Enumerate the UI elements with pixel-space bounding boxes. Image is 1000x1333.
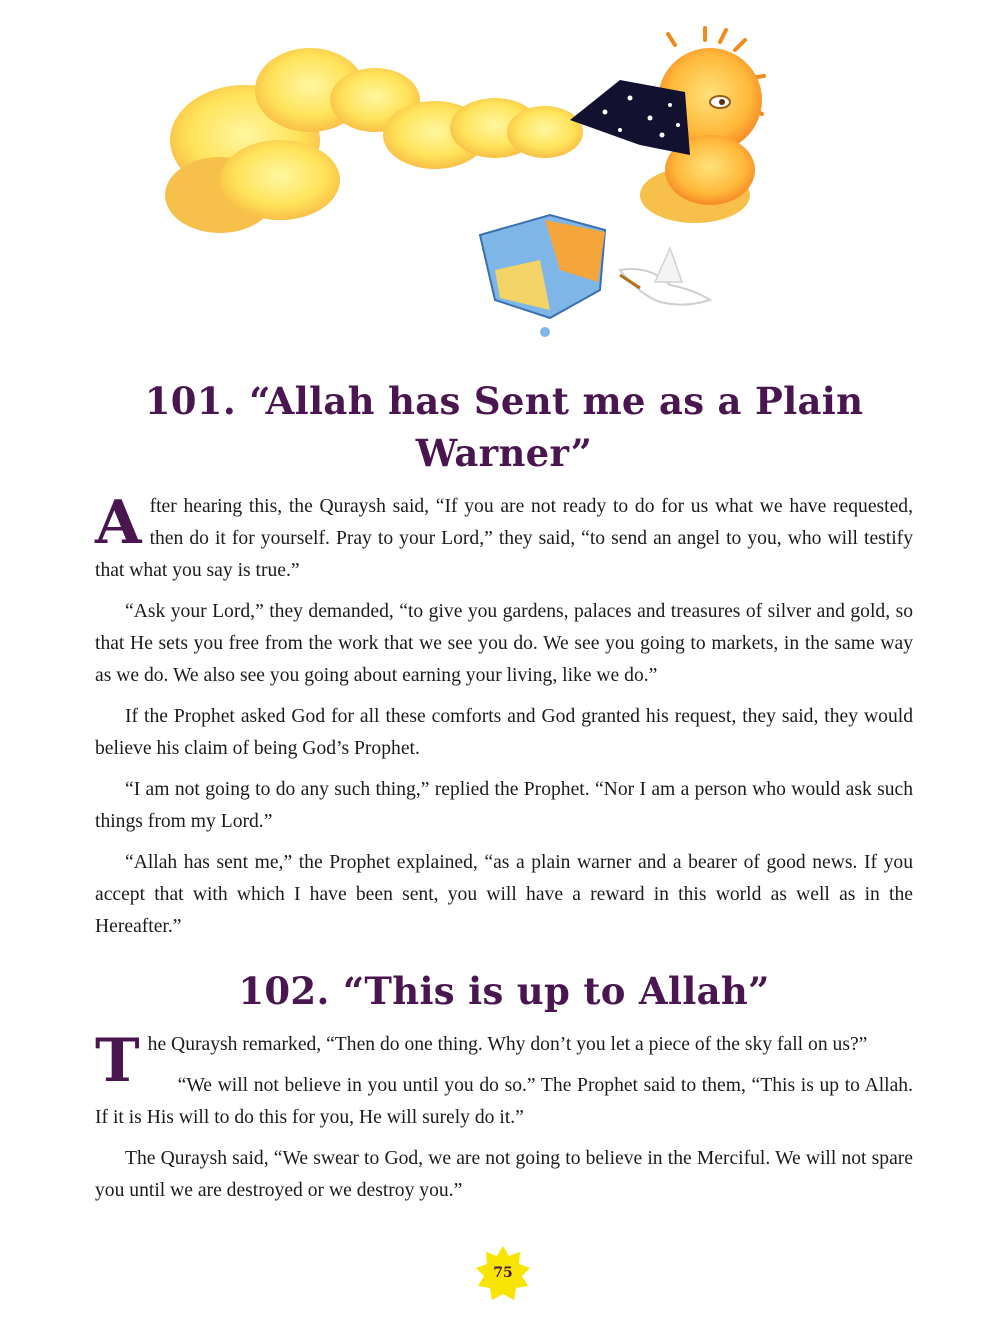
story-paragraph [95,1026,913,1096]
paragraph-text: fter hearing this, the Quraysh said, “If you are not ready to do for us what we have requested, then do it for yourself. Pray to your Lord,” they said, “to send an angel to you, who will testify that what you say is true.” [95,496,913,581]
header-illustration [150,20,770,350]
story-paragraph: The Quraysh said, “We swear to God, we are not going to believe in the Merciful. We will not spare you until we are destroyed or we destroy you.” [95,1148,913,1201]
page-number: 75 [493,1265,513,1281]
earth-fragment-icon [480,215,605,337]
illustration-svg [150,20,770,350]
cloud-trail-icon [383,98,583,169]
bird-icon [620,248,710,305]
night-sky-cloth-icon [570,80,690,155]
story-title-102: 102. “This is up to Allah” [238,969,770,1013]
drop-cap: T [95,1026,140,1096]
paragraph-text: he Quraysh remarked, “Then do one thing. Why don’t you let a piece of the sky fall on us?” [147,1034,868,1055]
story-paragraph [95,488,913,587]
story-section-102 [95,965,913,1216]
story-paragraph: If the Prophet asked God for all these comforts and God granted his request, they said, they would believe his claim of being God’s Prophet. [95,706,913,759]
story-title-101: 101. “Allah has Sent me as a Plain Warner” [144,379,864,475]
story-section-101 [95,375,913,952]
story-paragraph: “I am not going to do any such thing,” replied the Prophet. “Nor I am a person who would ask such things from my Lord.” [95,779,913,832]
page-number-badge [474,1244,532,1302]
story-paragraph: “Ask your Lord,” they demanded, “to give you gardens, palaces and treasures of silver and gold, so that He sets you free from the work that we see you do. We see you going to markets, in the same way as we do. We also see you going about earning your living, like we do.” [95,601,913,686]
story-paragraph: “We will not believe in you until you do so.” The Prophet said to them, “This is up to Allah. If it is His will to do this for you, He will surely do it.” [95,1075,913,1128]
drop-cap: A [95,488,142,558]
cloud-left-icon [165,48,420,233]
story-paragraph: “Allah has sent me,” the Prophet explained, “as a plain warner and a bearer of good news. If you accept that with which I have been sent, you will have a reward in this world as well as in the Hereafter.” [95,852,913,937]
